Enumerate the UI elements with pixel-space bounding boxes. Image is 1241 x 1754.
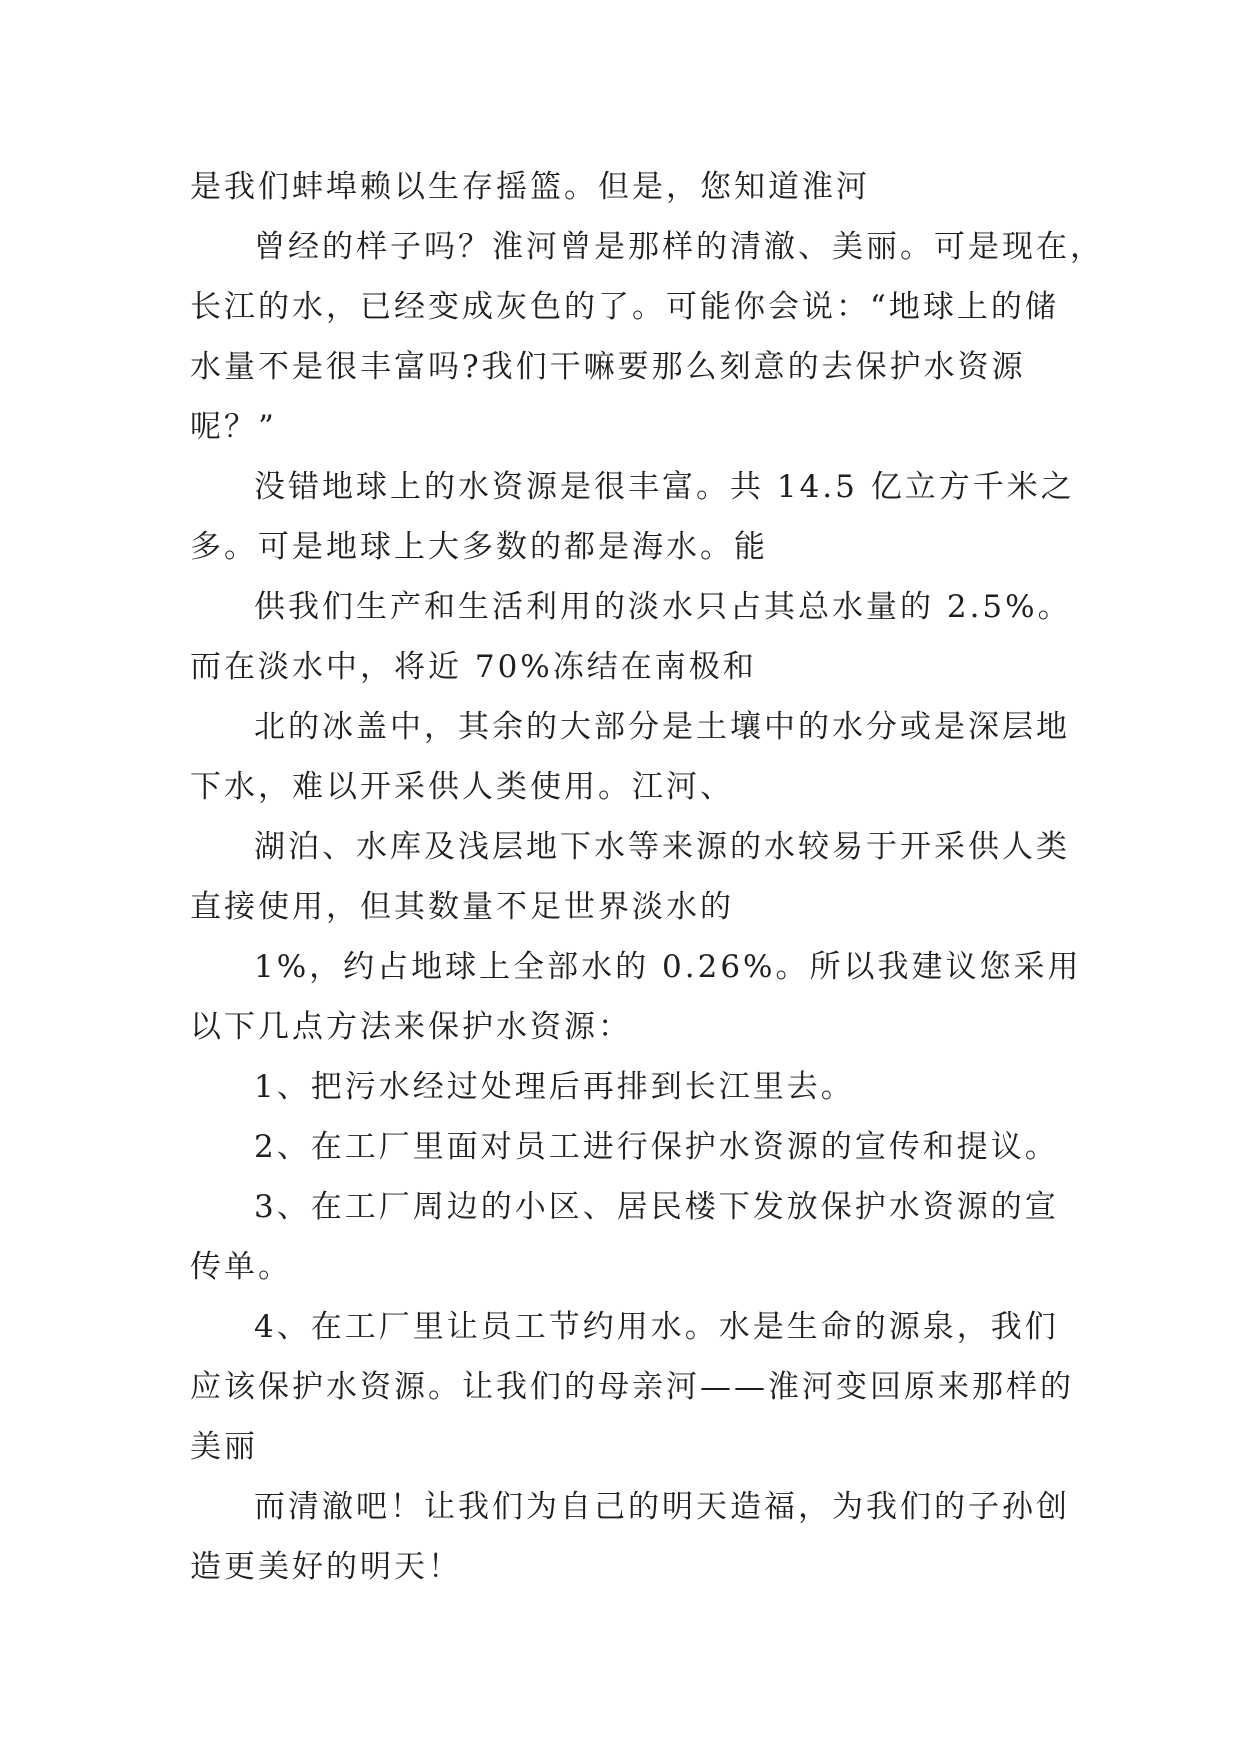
- text-line: 呢？”: [190, 409, 277, 445]
- text-line: 是我们蚌埠赖以生存摇篮。但是，您知道淮河: [190, 169, 870, 205]
- text-line: 美丽: [190, 1429, 258, 1465]
- body-text: [190, 157, 1104, 1597]
- text-line: 传单。: [190, 1249, 292, 1285]
- text-line: 多。可是地球上大多数的都是海水。能: [190, 529, 768, 565]
- text-line: 以下几点方法来保护水资源：: [190, 1009, 632, 1045]
- text-line: 没错地球上的水资源是很丰富。共 14.5 亿立方千米之: [254, 469, 1075, 505]
- text-line: 3、在工厂周边的小区、居民楼下发放保护水资源的宣: [254, 1189, 1059, 1225]
- text-line: 曾经的样子吗？淮河曾是那样的清澈、美丽。可是现在，: [254, 229, 1104, 265]
- text-line: 北的冰盖中，其余的大部分是土壤中的水分或是深层地: [254, 709, 1070, 745]
- text-line: 湖泊、水库及浅层地下水等来源的水较易于开采供人类: [254, 829, 1070, 865]
- text-line: 造更美好的明天！: [190, 1549, 462, 1585]
- text-line: 供我们生产和生活利用的淡水只占其总水量的 2.5%。: [254, 589, 1072, 625]
- text-line: 水量不是很丰富吗?我们干嘛要那么刻意的去保护水资源: [190, 349, 1026, 385]
- text-line: 下水，难以开采供人类使用。江河、: [190, 769, 734, 805]
- text-line: 长江的水，已经变成灰色的了。可能你会说：“地球上的储: [190, 289, 1059, 325]
- text-line: 直接使用，但其数量不足世界淡水的: [190, 889, 734, 925]
- text-line: 1、把污水经过处理后再排到长江里去。: [254, 1069, 855, 1105]
- text-line: 1%，约占地球上全部水的 0.26%。所以我建议您采用: [254, 949, 1082, 985]
- text-line: 2、在工厂里面对员工进行保护水资源的宣传和提议。: [254, 1129, 1059, 1165]
- text-line: 而清澈吧！让我们为自己的明天造福，为我们的子孙创: [254, 1489, 1070, 1525]
- text-line: 应该保护水资源。让我们的母亲河——淮河变回原来那样的: [190, 1369, 1074, 1405]
- text-line: 4、在工厂里让员工节约用水。水是生命的源泉，我们: [254, 1309, 1059, 1345]
- text-line: 而在淡水中，将近 70%冻结在南极和: [190, 649, 757, 685]
